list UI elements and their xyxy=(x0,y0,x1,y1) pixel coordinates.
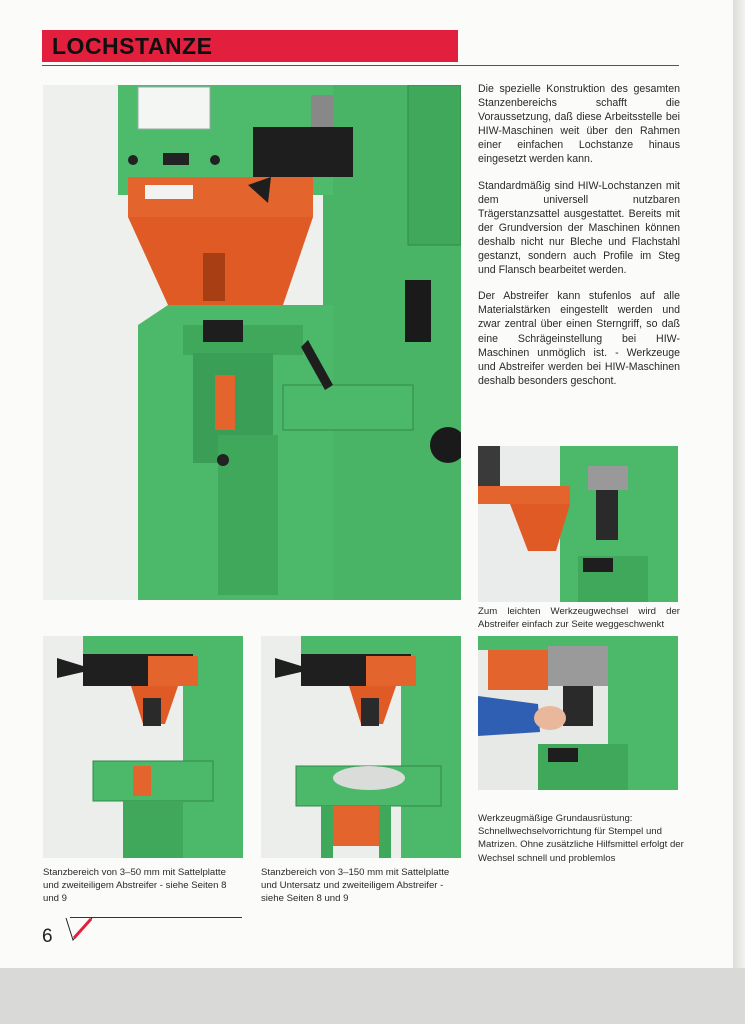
photo-punch-range-150mm xyxy=(261,636,461,858)
caption-right-bottom: Werkzeugmäßige Grundausrüstung: Schnellwechselvorrichtung für Stempel und Matrizen. Ohne zusätzliche Hilfsmittel erfolgt der Wechsel schnell und problemlos xyxy=(478,813,684,864)
scan-bottom-strip xyxy=(0,968,745,1024)
caption-bottom-left: Stanzbereich von 3–50 mm mit Sattelplatte und zweiteiligem Abstreifer - siehe Seiten 8 und 9 xyxy=(43,867,227,905)
caption-bottom-middle: Stanzbereich von 3–150 mm mit Sattelplatte und Untersatz und zweiteiligem Abstreifer - siehe Seiten 8 und 9 xyxy=(261,867,450,905)
title-rule xyxy=(42,65,679,66)
footer-rule xyxy=(70,917,242,918)
body-paragraph-2: Standardmäßig sind HIW-Lochstanzen mit dem universell nutzbaren Trägerstanzsattel ausgestattet. Bereits mit der Grundversion der Maschinen können deshalb nicht nur Bleche und Flachstahl gestanzt, sondern auch Profile im Steg und Flansch bearbeitet werden. xyxy=(478,179,680,277)
red-check-mark xyxy=(64,916,94,949)
body-paragraph-3: Der Abstreifer kann stufenlos auf alle Materialstärken eingestellt werden und zwar zentral über einen Sterngriff, so daß eine Schrägeinstellung bei HIW-Maschinen unmöglich ist. - Werkzeuge und Abstreifer werden bei HIW-Maschinen deshalb besonders geschont. xyxy=(478,290,680,387)
page-edge-shadow xyxy=(733,0,745,968)
main-photo-punch-station xyxy=(43,85,461,600)
caption-right-top: Zum leichten Werkzeugwechsel wird der Abstreifer einfach zur Seite weggeschwenkt xyxy=(478,606,680,631)
photo-stripper-swung-aside xyxy=(478,446,678,602)
body-text xyxy=(478,82,680,400)
photo-punch-range-50mm xyxy=(43,636,243,858)
page-title: LOCHSTANZE xyxy=(42,30,458,62)
photo-quick-change-tooling xyxy=(478,636,678,790)
body-paragraph-1: Die spezielle Konstruktion des gesamten Stanzenbereichs schafft die Voraussetzung, daß diese Arbeitsstelle bei HIW-Maschinen weit über den Rahmen einer einfachen Lochstanze hinaus eingesetzt werden kann. xyxy=(478,83,680,166)
page-number: 6 xyxy=(42,926,53,947)
